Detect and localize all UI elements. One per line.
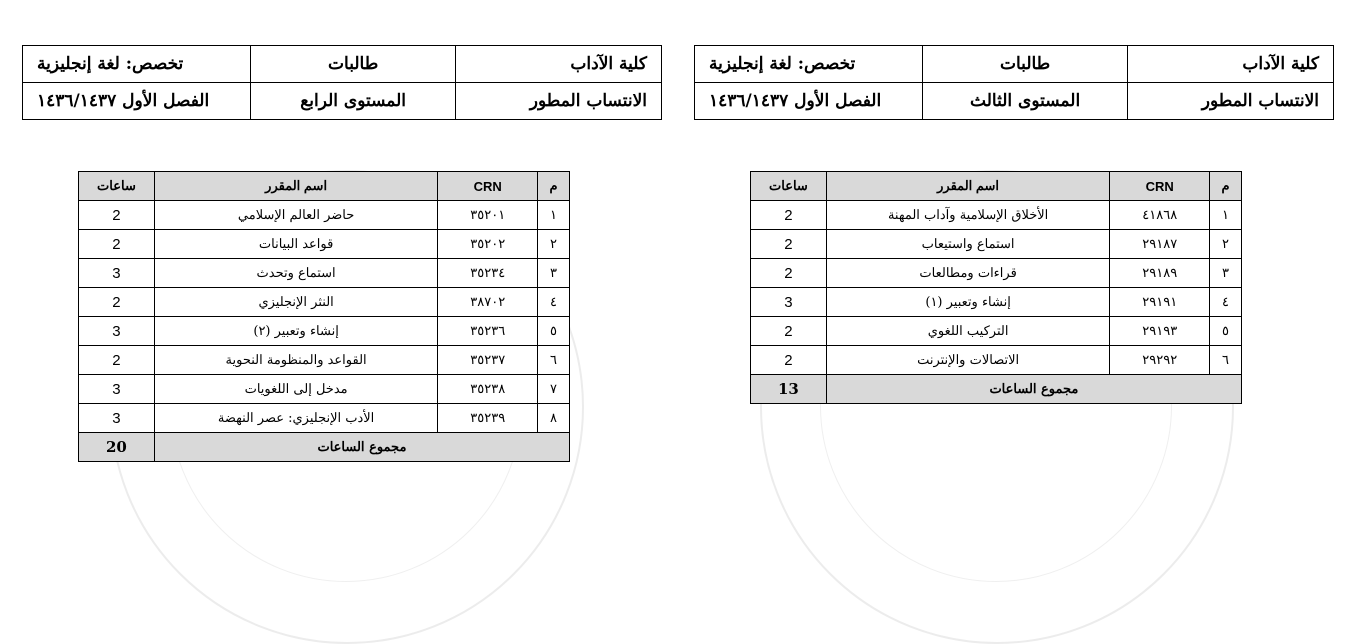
cell-crn: ٣٥٢٣٨ [438,375,538,404]
level: المستوى الثالث [922,83,1128,120]
table-row [79,404,570,433]
cell-course: استماع واستيعاب [826,230,1110,259]
major: تخصص: لغة إنجليزية [695,46,923,83]
cell-course: التركيب اللغوي [826,317,1110,346]
cell-hours: 2 [751,317,827,346]
cell-index: ٣ [1210,259,1242,288]
table-row [79,317,570,346]
table-row [79,288,570,317]
gender: طالبات [922,46,1128,83]
cell-hours: 3 [79,404,155,433]
cell-index: ١ [538,201,570,230]
cell-hours: 2 [79,346,155,375]
total-label: مجموع الساعات [826,375,1241,404]
cell-crn: ٤١٨٦٨ [1110,201,1210,230]
program: الانتساب المطور [456,83,662,120]
semester: الفصل الأول ١٤٣٦/١٤٣٧ [695,83,923,120]
cell-hours: 2 [79,201,155,230]
cell-course: النثر الإنجليزي [154,288,437,317]
cell-hours: 3 [751,288,827,317]
table-header-row [79,172,570,201]
cell-course: استماع وتحدث [154,259,437,288]
cell-hours: 3 [79,259,155,288]
cell-hours: 2 [79,230,155,259]
col-hours: ساعات [751,172,827,201]
cell-index: ٨ [538,404,570,433]
cell-course: الأدب الإنجليزي: عصر النهضة [154,404,437,433]
cell-index: ١ [1210,201,1242,230]
cell-index: ٧ [538,375,570,404]
cell-crn: ٣٥٢٣٩ [438,404,538,433]
program: الانتساب المطور [1128,83,1334,120]
cell-index: ٤ [1210,288,1242,317]
left-header-row-2 [23,83,662,120]
cell-crn: ٢٩١٩٣ [1110,317,1210,346]
left-courses-table [78,171,570,462]
table-row [79,201,570,230]
cell-course: قراءات ومطالعات [826,259,1110,288]
cell-index: ٦ [538,346,570,375]
cell-course: حاضر العالم الإسلامي [154,201,437,230]
total-hours: 20 [79,433,155,462]
cell-hours: 2 [79,288,155,317]
table-row [751,288,1242,317]
cell-course: الاتصالات والإنترنت [826,346,1110,375]
cell-crn: ٣٨٧٠٢ [438,288,538,317]
right-header-row-2 [695,83,1334,120]
right-header-table [694,45,1334,120]
table-row [751,259,1242,288]
total-hours: 13 [751,375,827,404]
right-header-row-1 [695,46,1334,83]
major: تخصص: لغة إنجليزية [23,46,251,83]
total-label: مجموع الساعات [154,433,569,462]
semester: الفصل الأول ١٤٣٦/١٤٣٧ [23,83,251,120]
total-row [751,375,1242,404]
gender: طالبات [250,46,456,83]
college-name: كلية الآداب [456,46,662,83]
cell-index: ٢ [538,230,570,259]
cell-crn: ٢٩١٨٧ [1110,230,1210,259]
col-crn: CRN [438,172,538,201]
table-row [751,201,1242,230]
cell-hours: 3 [79,375,155,404]
table-row [79,346,570,375]
cell-crn: ٢٩٢٩٢ [1110,346,1210,375]
table-row [751,230,1242,259]
col-course: اسم المقرر [154,172,437,201]
table-row [79,230,570,259]
cell-hours: 2 [751,201,827,230]
table-row [751,317,1242,346]
table-row [751,346,1242,375]
cell-course: إنشاء وتعبير (٢) [154,317,437,346]
level: المستوى الرابع [250,83,456,120]
cell-course: القواعد والمنظومة النحوية [154,346,437,375]
cell-crn: ٢٩١٨٩ [1110,259,1210,288]
cell-hours: 3 [79,317,155,346]
left-courses-body [79,201,570,433]
cell-hours: 2 [751,346,827,375]
left-header-row-1 [23,46,662,83]
cell-course: إنشاء وتعبير (١) [826,288,1110,317]
col-index: م [538,172,570,201]
cell-index: ٤ [538,288,570,317]
col-course: اسم المقرر [826,172,1110,201]
cell-index: ٥ [538,317,570,346]
col-crn: CRN [1110,172,1210,201]
cell-index: ٥ [1210,317,1242,346]
table-row [79,375,570,404]
cell-course: قواعد البيانات [154,230,437,259]
cell-crn: ٣٥٢٣٦ [438,317,538,346]
left-header-table [22,45,662,120]
cell-index: ٦ [1210,346,1242,375]
table-row [79,259,570,288]
cell-hours: 2 [751,230,827,259]
right-courses-body [751,201,1242,375]
total-row [79,433,570,462]
cell-crn: ٣٥٢٣٤ [438,259,538,288]
right-courses-table [750,171,1242,404]
col-hours: ساعات [79,172,155,201]
cell-crn: ٢٩١٩١ [1110,288,1210,317]
cell-course: مدخل إلى اللغويات [154,375,437,404]
cell-crn: ٣٥٢٣٧ [438,346,538,375]
cell-index: ٢ [1210,230,1242,259]
cell-hours: 2 [751,259,827,288]
cell-crn: ٣٥٢٠٢ [438,230,538,259]
table-header-row [751,172,1242,201]
cell-crn: ٣٥٢٠١ [438,201,538,230]
col-index: م [1210,172,1242,201]
cell-course: الأخلاق الإسلامية وآداب المهنة [826,201,1110,230]
cell-index: ٣ [538,259,570,288]
college-name: كلية الآداب [1128,46,1334,83]
